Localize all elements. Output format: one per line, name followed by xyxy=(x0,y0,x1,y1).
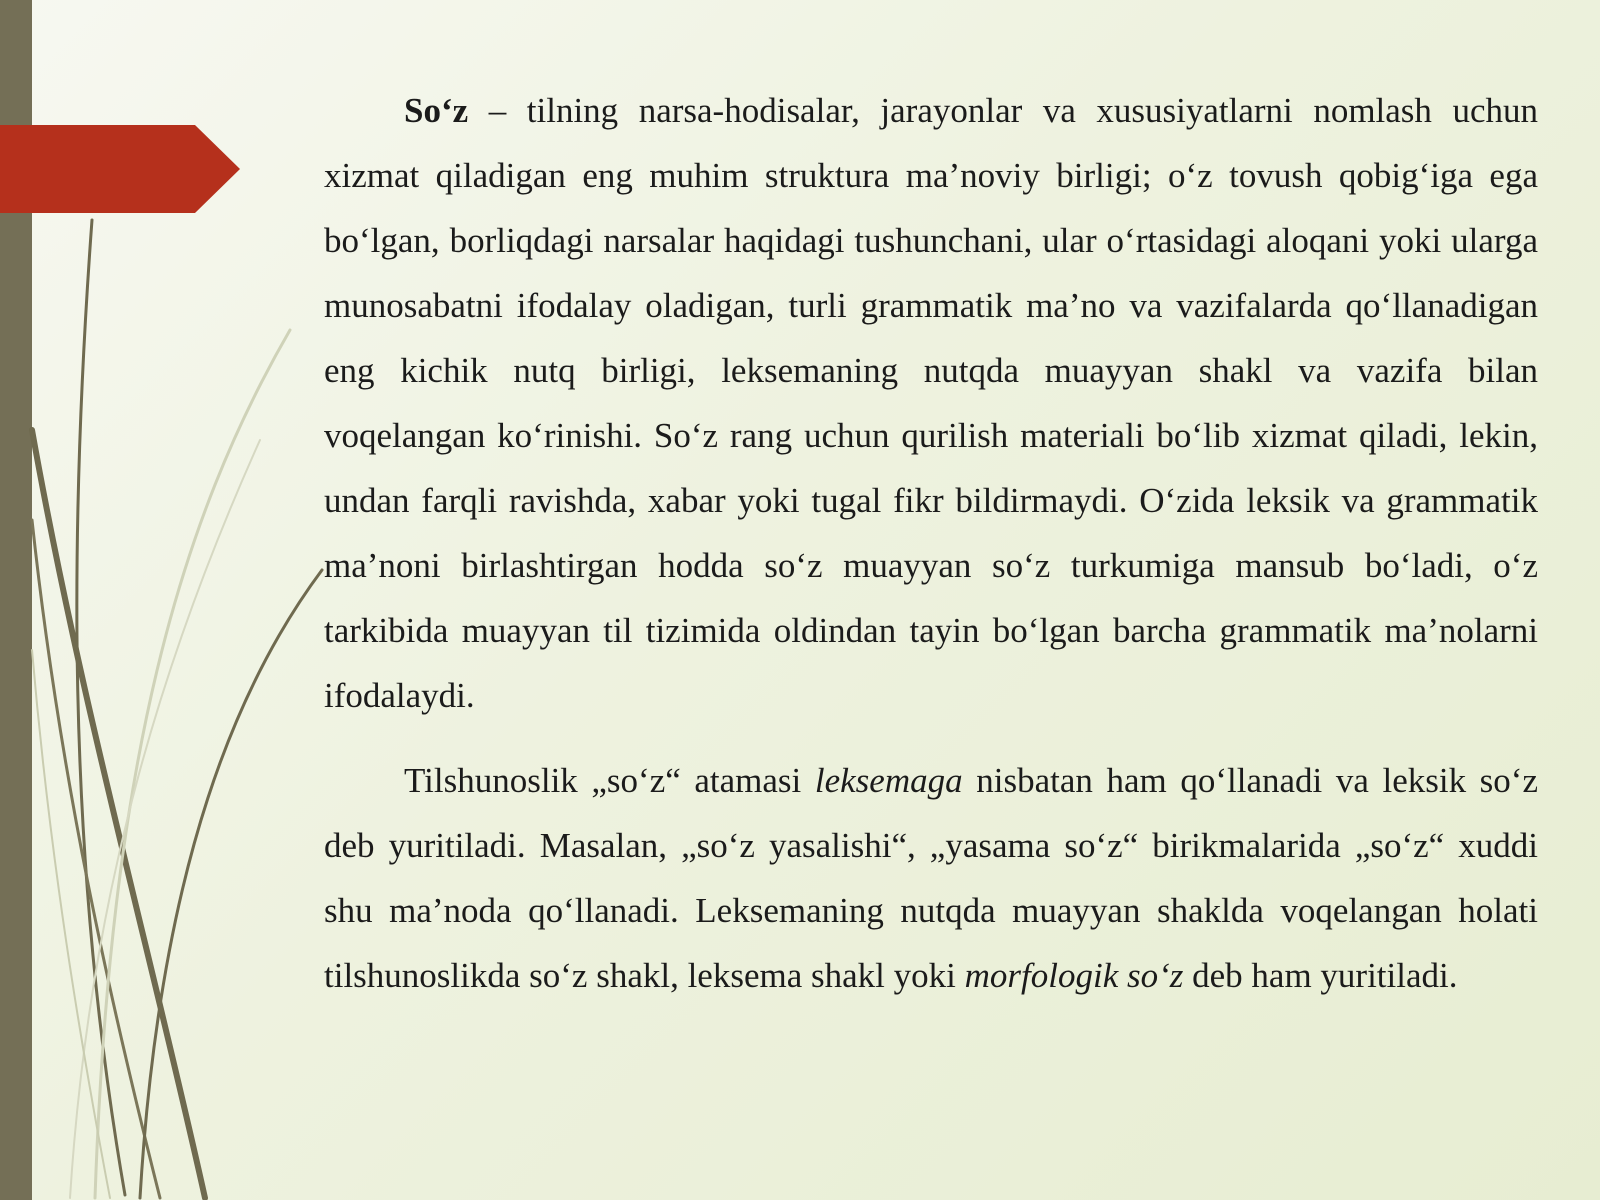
definition-paragraph xyxy=(324,78,1538,728)
term-heading: So‘z xyxy=(404,91,469,130)
usage-text-3: deb ham yuritiladi. xyxy=(1192,956,1458,995)
red-arrow-tab xyxy=(0,125,240,213)
usage-paragraph xyxy=(324,748,1538,1008)
usage-text-1: Tilshunoslik „so‘z“ atamasi xyxy=(404,761,802,800)
italic-term-morfologik: morfologik so‘z xyxy=(964,956,1184,995)
slide-body xyxy=(324,78,1538,1008)
usage-text-2: nisbatan ham qo‘llanadi va leksik so‘z deb yuritiladi. Masalan, „so‘z yasalishi“, „yasama so‘z“ birikmalarida „so‘z“ xuddi shu ma’noda qo‘llanadi. Leksemaning nutqda muayyan shaklda voqelangan holati tilshunoslikda so‘z shakl, leksema shakl yoki xyxy=(324,761,1538,995)
italic-term-leksemaga: leksemaga xyxy=(814,761,963,800)
definition-text: – tilning narsa-hodisalar, jarayonlar va xususiyatlarni nomlash uchun xizmat qiladigan eng muhim struktura ma’noviy birligi; o‘z tovush qobig‘iga ega bo‘lgan, borliqdagi narsalar haqidagi tushunchani, ular o‘rtasidagi aloqani yoki ularga munosabatni ifodalay oladigan, turli grammatik ma’no va vazifalarda qo‘llanadigan eng kichik nutq birligi, leksemaning nutqda muayyan shakl va vazifa bilan voqelangan ko‘rinishi. So‘z rang uchun qurilish materiali bo‘lib xizmat qiladi, lekin, undan farqli ravishda, xabar yoki tugal fikr bildirmaydi. O‘zida leksik va grammatik ma’noni birlashtirgan hodda so‘z muayyan so‘z turkumiga mansub bo‘ladi, o‘z tarkibida muayyan til tizimida oldindan tayin bo‘lgan barcha grammatik ma’nolarni ifodalaydi. xyxy=(324,91,1539,715)
